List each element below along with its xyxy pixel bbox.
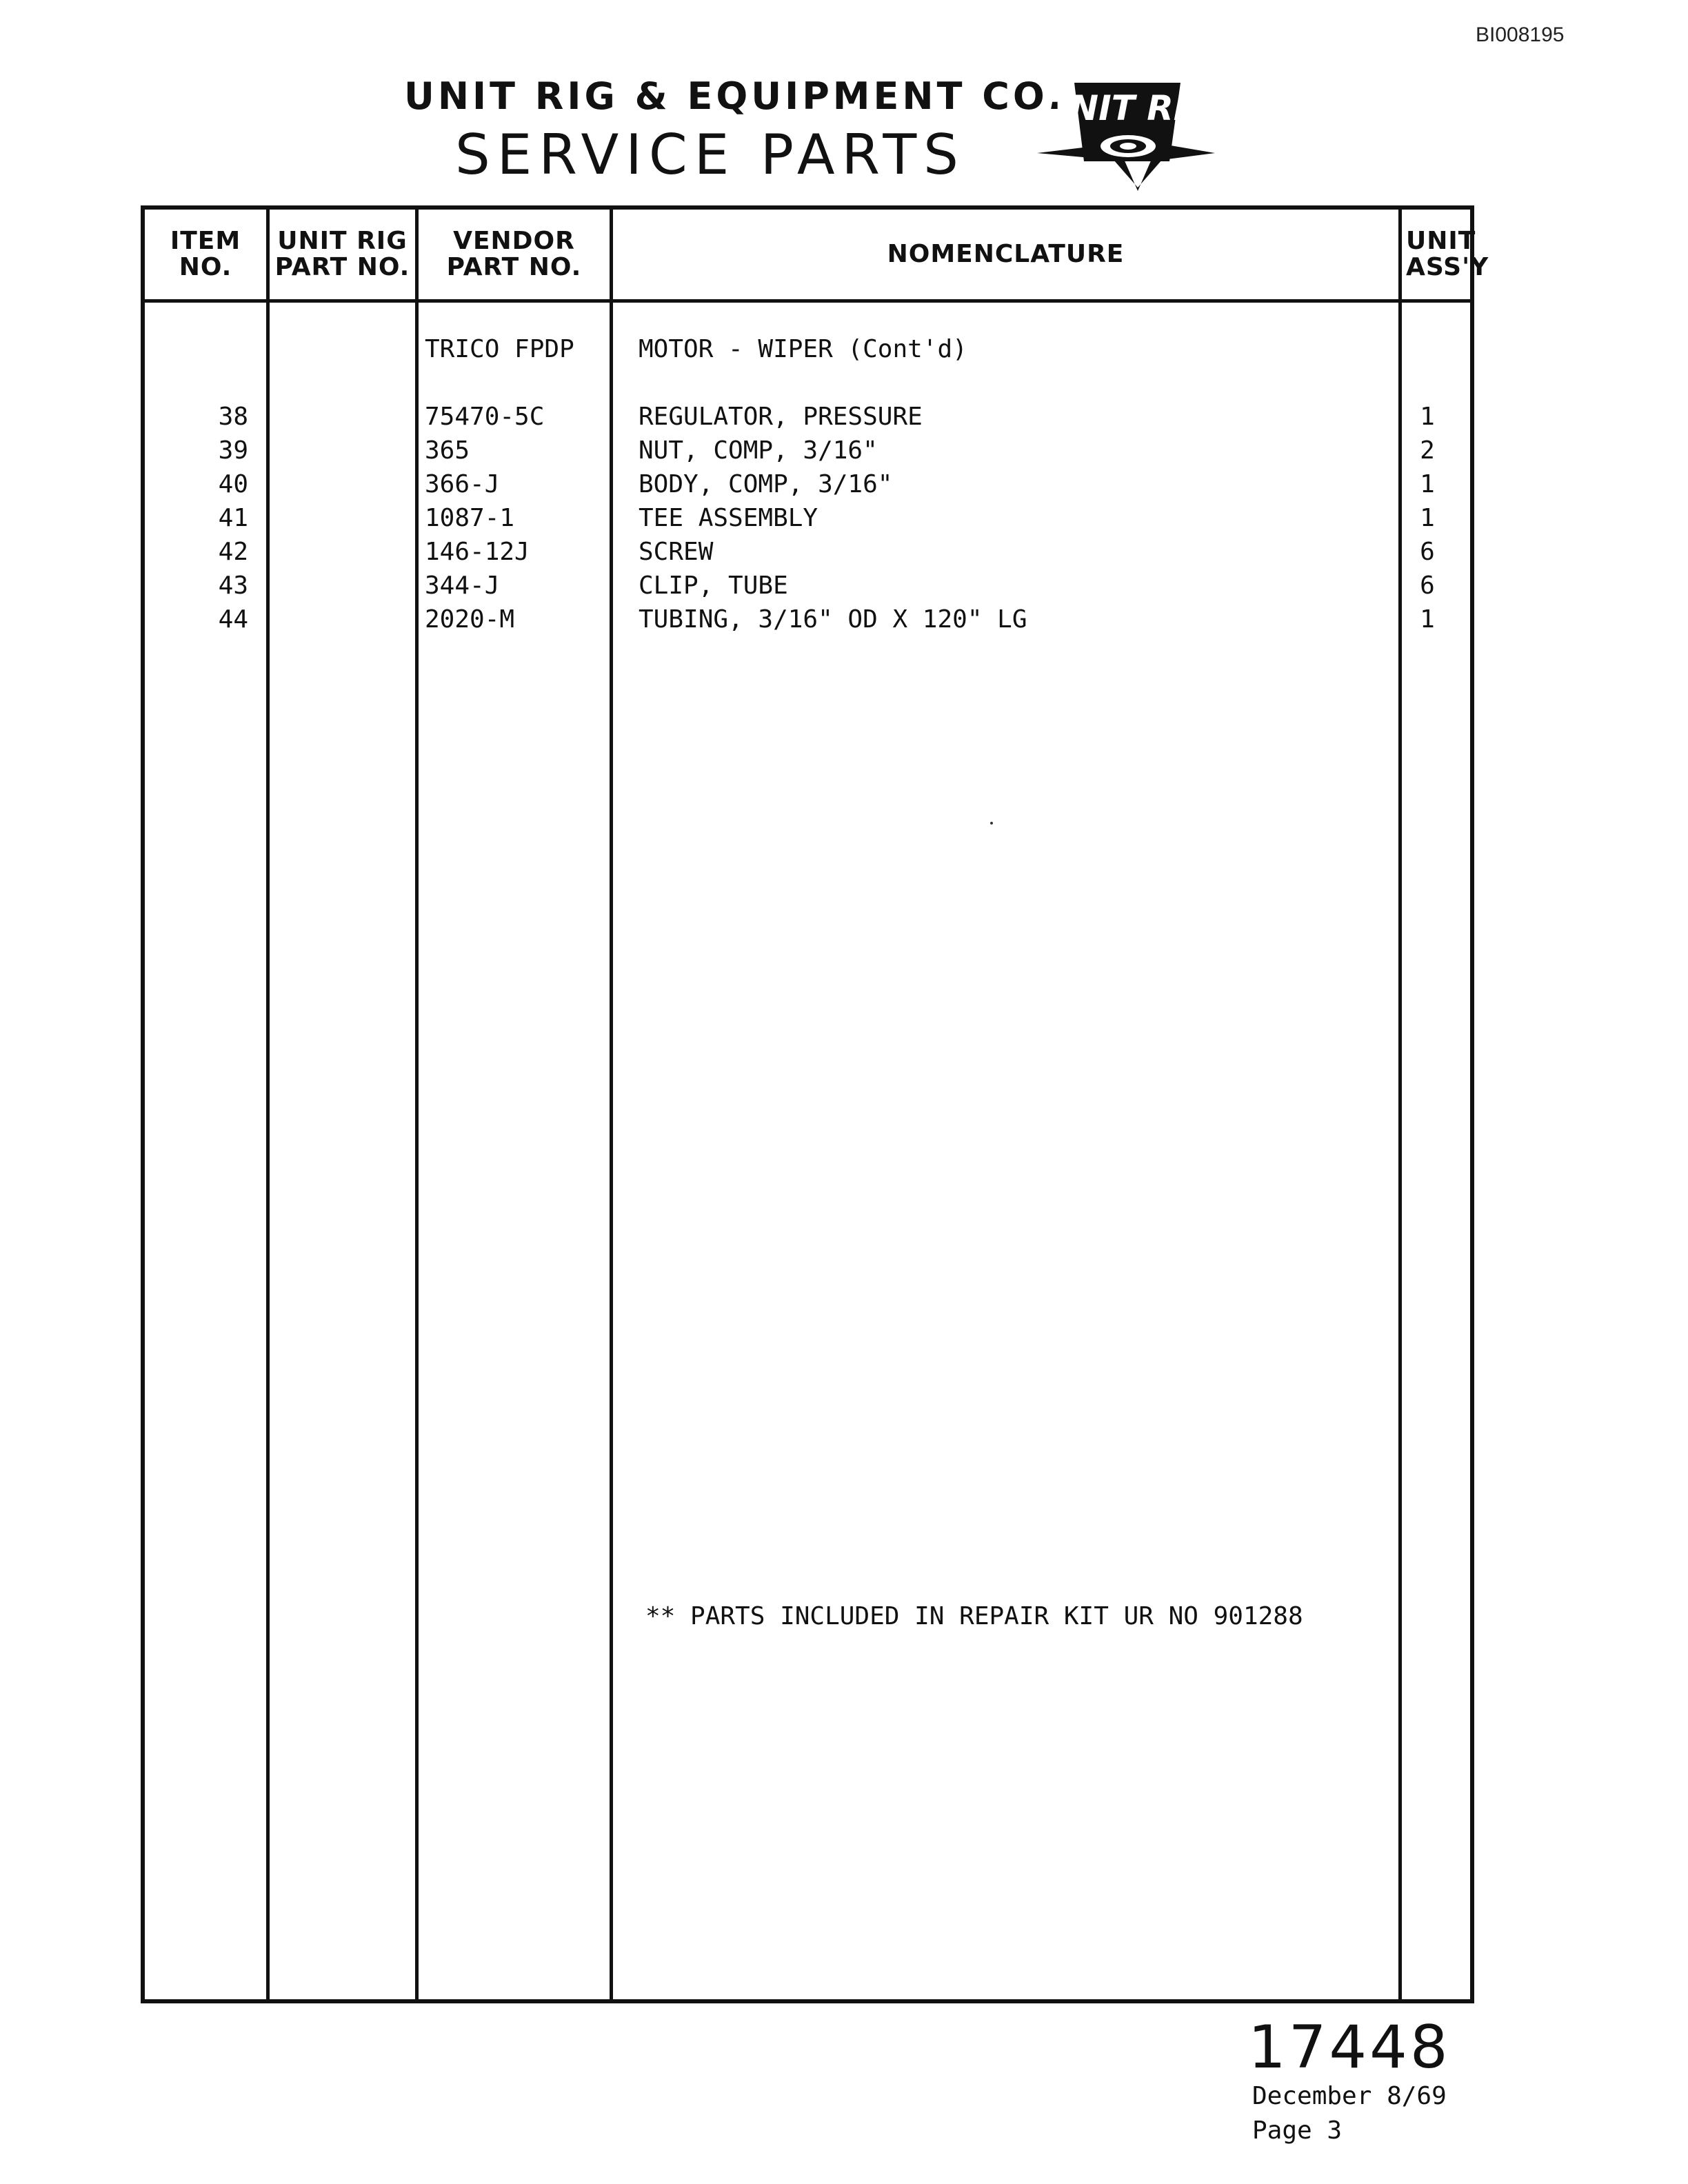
svg-text:UNIT RIG: UNIT RIG <box>1041 88 1215 128</box>
unit-assy-qty: 6 <box>1420 572 1435 600</box>
table-row <box>145 504 1470 537</box>
table-row <box>145 403 1470 436</box>
section-row <box>145 335 1470 368</box>
item-no: 42 <box>218 538 248 566</box>
nomenclature: TEE ASSEMBLY <box>639 504 818 532</box>
table-row <box>145 470 1470 503</box>
unit-assy-qty: 1 <box>1420 470 1435 498</box>
parts-table <box>141 205 1489 2003</box>
page-title: SERVICE PARTS <box>455 123 965 187</box>
item-no: 44 <box>218 605 248 634</box>
table-row <box>145 538 1470 571</box>
section-title: MOTOR - WIPER (Cont'd) <box>639 335 967 363</box>
unit-assy-qty: 1 <box>1420 504 1435 532</box>
header-unit-rig-part-no: UNIT RIG PART NO. <box>274 227 410 281</box>
item-no: 41 <box>218 504 248 532</box>
vendor-part-no: 365 <box>425 436 470 465</box>
company-name: UNIT RIG & EQUIPMENT CO. <box>404 74 1065 118</box>
vendor-part-no: 75470-5C <box>425 403 545 431</box>
unit-assy-qty: 6 <box>1420 538 1435 566</box>
item-no: 40 <box>218 470 248 498</box>
table-row <box>145 572 1470 605</box>
unit-rig-logo <box>1034 77 1220 194</box>
vendor-part-no: 146-12J <box>425 538 530 566</box>
vendor-part-no: 344-J <box>425 572 500 600</box>
vendor-part-no: 366-J <box>425 470 500 498</box>
nomenclature: BODY, COMP, 3/16" <box>639 470 893 498</box>
nomenclature: REGULATOR, PRESSURE <box>639 403 923 431</box>
nomenclature: TUBING, 3/16" OD X 120" LG <box>639 605 1027 634</box>
header-nomenclature: NOMENCLATURE <box>887 240 1125 268</box>
unit-assy-qty: 2 <box>1420 436 1435 465</box>
unit-assy-qty: 1 <box>1420 605 1435 634</box>
header-unit-assy: UNIT ASS'Y <box>1406 227 1489 281</box>
item-no: 39 <box>218 436 248 465</box>
document-id: BI008195 <box>1476 23 1565 46</box>
header-item-no: ITEM NO. <box>170 227 241 281</box>
vendor-part-no: 1087-1 <box>425 504 515 532</box>
revision-date: December 8/69 <box>1252 2082 1447 2110</box>
stray-mark <box>990 822 993 825</box>
header-divider <box>145 299 1470 303</box>
unit-assy-qty: 1 <box>1420 403 1435 431</box>
nomenclature: NUT, COMP, 3/16" <box>639 436 878 465</box>
page-number: Page 3 <box>1252 2116 1343 2145</box>
item-no: 38 <box>218 403 248 431</box>
nomenclature: SCREW <box>639 538 714 566</box>
item-no: 43 <box>218 572 248 600</box>
nomenclature: CLIP, TUBE <box>639 572 788 600</box>
vendor-part-no: 2020-M <box>425 605 515 634</box>
table-row <box>145 605 1470 638</box>
section-vendor: TRICO FPDP <box>425 335 574 363</box>
table-row <box>145 436 1470 469</box>
header-vendor-part-no: VENDOR PART NO. <box>446 227 582 281</box>
repair-kit-note: ** PARTS INCLUDED IN REPAIR KIT UR NO 901288 <box>645 1602 1303 1630</box>
drawing-number: 17448 <box>1248 2013 1451 2082</box>
